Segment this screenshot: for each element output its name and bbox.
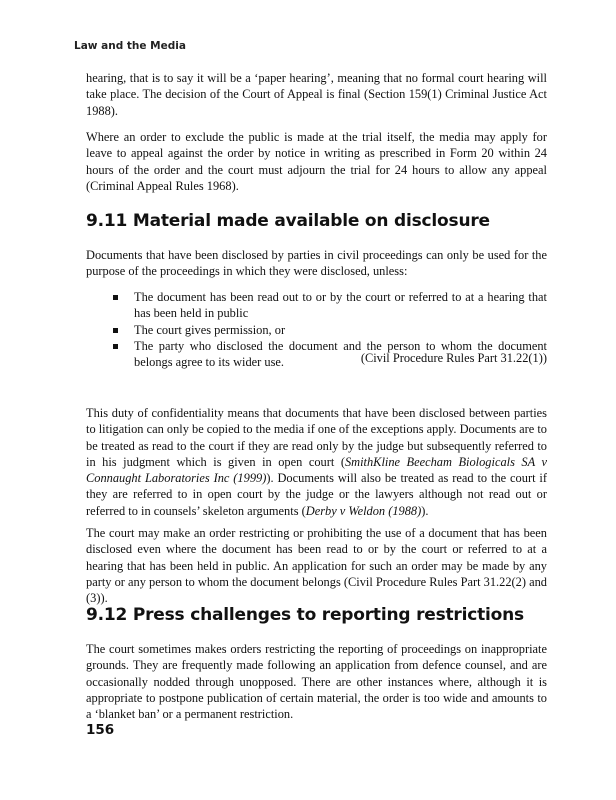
paragraph-paper-hearing: hearing, that is to say it will be a ‘paper hearing’, meaning that no formal court hearing will take place. The decision of the Court of Appeal is final (Section 159(1) Criminal Justice Act 1988). bbox=[86, 71, 547, 118]
running-head: Law and the Media bbox=[74, 40, 186, 52]
bullet-square-icon bbox=[113, 328, 118, 333]
paragraph-restricting-order: The court may make an order restricting or prohibiting the use of a document that has been disclosed even where the document has been read to or by the court or referred to at a hearing that has been held in public. An application for such an order may be made by any party or any person to whom the document belongs (Civil Procedure Rules Part 31.22(2) and (3)). bbox=[86, 526, 547, 606]
citation-cpr-31-22-1: (Civil Procedure Rules Part 31.22(1)) bbox=[360, 351, 547, 365]
paragraph-text: ). bbox=[421, 503, 429, 518]
case-name: Derby v Weldon (1988) bbox=[305, 503, 422, 518]
section-heading-9-12: 9.12 Press challenges to reporting restrictions bbox=[86, 605, 524, 625]
list-item-text: The document has been read out to or by the court or referred to at a hearing that has been held in public bbox=[134, 290, 547, 321]
page-number: 156 bbox=[86, 722, 115, 738]
list-item bbox=[86, 289, 547, 322]
list-item-text: The party who disclosed the document and the person to whom the document belongs agree to its wider use. bbox=[134, 338, 547, 370]
case-name: SmithKline Beecham Biologicals SA v Connaught Laboratories Inc (1999) bbox=[86, 454, 547, 486]
bullet-square-icon bbox=[113, 295, 118, 300]
paragraph-text: ). Documents will also be treated as read to the court if they are referred to in open court by the judge or the lawyers although not read out or referred to in counsels’ skeleton arguments ( bbox=[86, 471, 547, 518]
paragraph-exclude-public: Where an order to exclude the public is made at the trial itself, the media may apply for leave to appeal against the order by notice in writing as prescribed in Form 20 within 24 hours of the order and the court must adjourn the trial for 24 hours to allow any appeal (Criminal Appeal Rules 1968). bbox=[86, 130, 547, 193]
bullet-square-icon bbox=[113, 344, 118, 349]
paragraph-disclosed-documents: Documents that have been disclosed by parties in civil proceedings can only be used for the purpose of the proceedings in which they were disclosed, unless: bbox=[86, 248, 547, 279]
paragraph-text: This duty of confidentiality means that documents that have been disclosed between parties to litigation can only be copied to the media if one of the exceptions apply. Documents are to be treated as read to the court if they are read only by the judge but subsequently referred to in his judgment which is given in open court ( bbox=[86, 406, 547, 469]
section-heading-9-11: 9.11 Material made available on disclosure bbox=[86, 211, 490, 231]
list-item bbox=[86, 322, 547, 338]
paragraph-press-challenges: The court sometimes makes orders restricting the reporting of proceedings on inappropriate grounds. They are frequently made following an application from defence counsel, and are occasionally nodded through unopposed. There are other instances where, although it is appropriate to postpone publication of certain material, the order is too wide and amounts to a ‘blanket ban’ or a permanent restriction. bbox=[86, 642, 547, 722]
paragraph-duty-of-confidentiality bbox=[86, 405, 547, 519]
list-item-text: The court gives permission, or bbox=[134, 322, 286, 337]
